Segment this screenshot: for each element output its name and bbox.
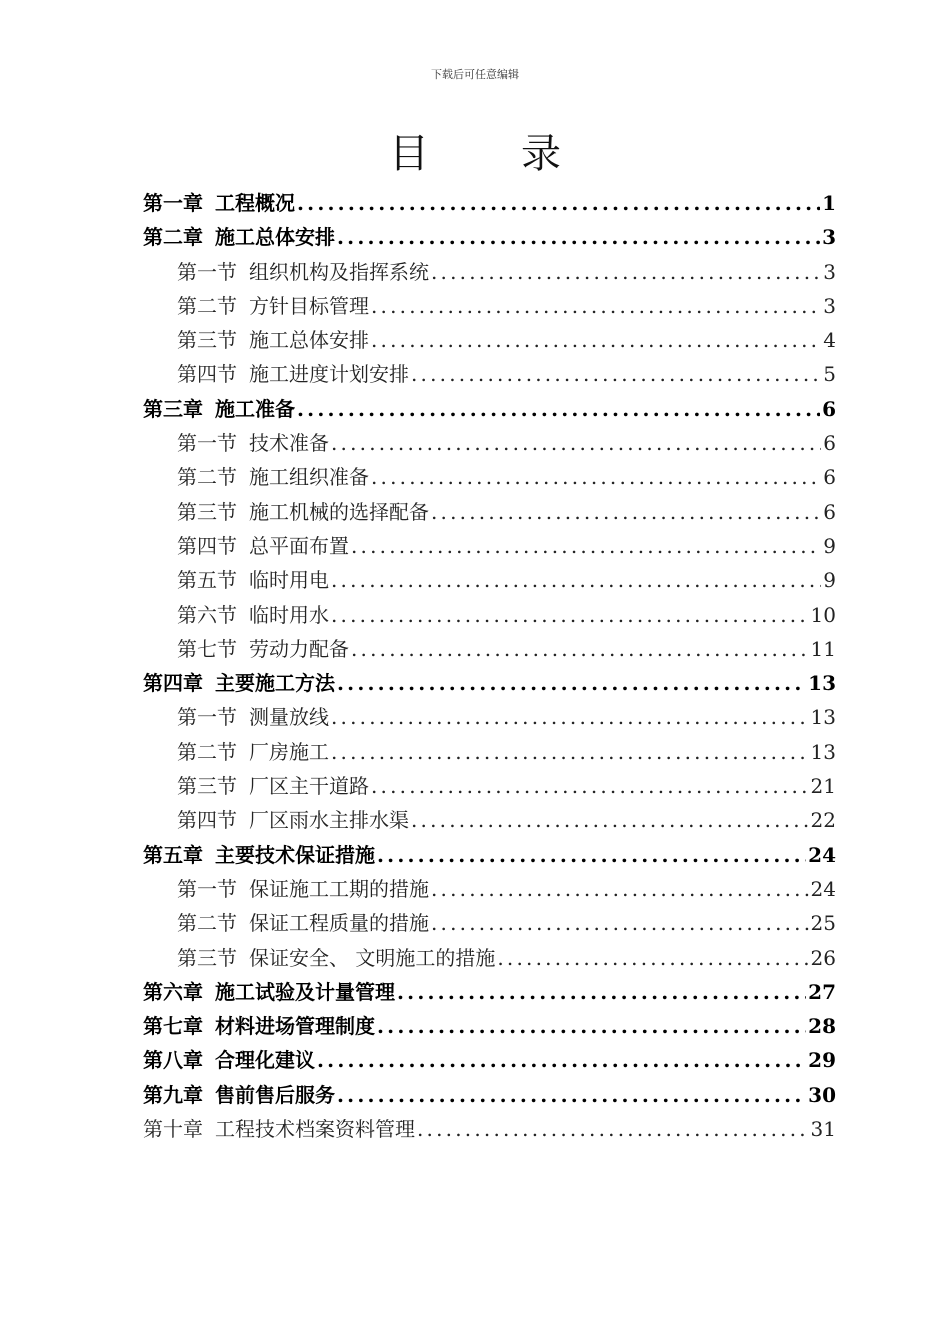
- toc-entry-number: 第三节: [177, 328, 237, 353]
- toc-entry-page-number: 6: [823, 465, 836, 490]
- toc-entry-page-number: 13: [810, 705, 836, 730]
- toc-entry-page-number: 31: [810, 1117, 836, 1142]
- toc-entry-label: [177, 769, 369, 803]
- toc-section-entry[interactable]: [143, 563, 836, 597]
- toc-entry-label: [177, 803, 409, 837]
- toc-entry-page-number: 24: [808, 842, 836, 867]
- toc-section-entry[interactable]: [143, 460, 836, 494]
- toc-entry-number: 第二节: [177, 293, 237, 318]
- toc-chapter-entry[interactable]: [143, 975, 836, 1009]
- toc-entry-number: 第七章: [143, 1014, 203, 1039]
- toc-leader-dots: [317, 1043, 806, 1077]
- toc-entry-label: [143, 392, 295, 426]
- toc-entry-label: [143, 1043, 315, 1077]
- toc-leader-dots: [331, 563, 821, 597]
- toc-section-entry[interactable]: [143, 357, 836, 391]
- toc-entry-title: 售前售后服务: [215, 1082, 335, 1107]
- toc-entry-number: 第五章: [143, 842, 203, 867]
- toc-entry-number: 第三章: [143, 396, 203, 421]
- toc-entry-title: 临时用水: [249, 602, 329, 627]
- toc-entry-page-number: 9: [823, 568, 836, 593]
- toc-leader-dots: [431, 906, 809, 940]
- toc-leader-dots: [377, 1009, 806, 1043]
- toc-entry-page-number: 27: [808, 979, 836, 1004]
- toc-entry-label: [177, 941, 495, 975]
- toc-entry-page-number: 6: [823, 499, 836, 524]
- toc-entry-page-number: 10: [810, 602, 836, 627]
- toc-section-entry[interactable]: [143, 803, 836, 837]
- toc-entry-page-number: 13: [810, 739, 836, 764]
- toc-entry-number: 第一节: [177, 705, 237, 730]
- toc-entry-page-number: 5: [823, 362, 836, 387]
- toc-entry-page-number: 25: [810, 911, 836, 936]
- toc-entry-number: 第三节: [177, 499, 237, 524]
- toc-entry-title: 保证施工工期的措施: [249, 876, 429, 901]
- toc-entry-number: 第十章: [143, 1117, 203, 1142]
- toc-entry-label: [177, 323, 369, 357]
- toc-entry-title: 厂房施工: [249, 739, 329, 764]
- toc-leader-dots: [351, 632, 809, 666]
- toc-entry-page-number: 9: [823, 533, 836, 558]
- toc-entry-page-number: 28: [808, 1014, 836, 1039]
- toc-chapter-entry[interactable]: [143, 838, 836, 872]
- toc-section-entry[interactable]: [143, 323, 836, 357]
- toc-leader-dots: [371, 460, 821, 494]
- toc-entry-title: 保证安全、 文明施工的措施: [249, 945, 496, 970]
- toc-entry-label: [177, 255, 429, 289]
- toc-section-entry[interactable]: [143, 495, 836, 529]
- toc-leader-dots: [331, 598, 809, 632]
- toc-title: [0, 122, 950, 179]
- toc-leader-dots: [371, 323, 821, 357]
- toc-leader-dots: [417, 1112, 809, 1146]
- toc-section-entry[interactable]: [143, 700, 836, 734]
- toc-entry-page-number: 1: [822, 191, 836, 215]
- toc-leader-dots: [297, 392, 820, 426]
- toc-entry-number: 第三节: [177, 774, 237, 799]
- toc-entry-page-number: 3: [823, 293, 836, 318]
- toc-entry-title: 施工准备: [215, 396, 295, 421]
- toc-title-char-2: 录: [521, 131, 561, 177]
- toc-entry-number: 第二节: [177, 739, 237, 764]
- toc-entry-title: 工程概况: [215, 191, 295, 215]
- toc-entry-title: 主要技术保证措施: [215, 842, 375, 867]
- toc-leader-dots: [431, 255, 821, 289]
- toc-entry-number: 第一章: [143, 191, 203, 215]
- toc-entry-label: [177, 700, 329, 734]
- toc-entry-title: 方针目标管理: [249, 293, 369, 318]
- toc-entry-number: 第一节: [177, 876, 237, 901]
- toc-entry-number: 第二节: [177, 911, 237, 936]
- toc-leader-dots: [431, 495, 821, 529]
- toc-entry-number: 第五节: [177, 568, 237, 593]
- toc-entry-label: [143, 1112, 415, 1146]
- toc-entry-label: [177, 598, 329, 632]
- toc-entry-title: 组织机构及指挥系统: [249, 259, 429, 284]
- toc-entry-number: 第四节: [177, 533, 237, 558]
- toc-entry-page-number: 24: [810, 876, 836, 901]
- toc-entry-label: [177, 426, 329, 460]
- table-of-contents: [143, 186, 836, 1146]
- toc-leader-dots: [411, 357, 821, 391]
- toc-leader-dots: [497, 941, 808, 975]
- toc-entry-title: 厂区雨水主排水渠: [249, 808, 409, 833]
- toc-entry-label: [143, 186, 295, 220]
- toc-section-entry[interactable]: [143, 529, 836, 563]
- toc-entry-label: [143, 1078, 335, 1112]
- toc-entry-page-number: 13: [808, 671, 836, 696]
- toc-entry-number: 第六节: [177, 602, 237, 627]
- toc-entry-number: 第二章: [143, 225, 203, 250]
- toc-entry-title: 施工机械的选择配备: [249, 499, 429, 524]
- toc-leader-dots: [371, 289, 821, 323]
- toc-entry-label: [177, 460, 369, 494]
- toc-entry-label: [177, 357, 409, 391]
- toc-entry-title: 施工组织准备: [249, 465, 369, 490]
- toc-section-entry[interactable]: [143, 769, 836, 803]
- toc-entry-number: 第四节: [177, 362, 237, 387]
- toc-section-entry[interactable]: [143, 906, 836, 940]
- toc-section-entry[interactable]: [143, 872, 836, 906]
- toc-entry-label: [177, 906, 429, 940]
- toc-entry-title: 厂区主干道路: [249, 774, 369, 799]
- toc-leader-dots: [337, 220, 820, 254]
- toc-entry-title: 临时用电: [249, 568, 329, 593]
- toc-entry-label: [143, 666, 335, 700]
- toc-chapter-entry[interactable]: [143, 186, 836, 220]
- toc-entry-title: 总平面布置: [249, 533, 349, 558]
- toc-entry-page-number: 6: [822, 396, 836, 421]
- toc-entry-number: 第一节: [177, 431, 237, 456]
- toc-leader-dots: [351, 529, 821, 563]
- toc-entry-number: 第二节: [177, 465, 237, 490]
- toc-entry-page-number: 3: [822, 225, 836, 250]
- toc-entry-page-number: 26: [810, 945, 836, 970]
- toc-entry-label: [177, 495, 429, 529]
- toc-section-entry[interactable]: [143, 735, 836, 769]
- toc-chapter-entry[interactable]: [143, 220, 836, 254]
- toc-entry-label: [143, 220, 335, 254]
- toc-entry-label: [177, 735, 329, 769]
- toc-section-entry[interactable]: [143, 598, 836, 632]
- toc-leader-dots: [397, 975, 806, 1009]
- page-header: 下载后可任意编辑: [431, 68, 519, 81]
- toc-leader-dots: [431, 872, 809, 906]
- toc-entry-title: 施工总体安排: [249, 328, 369, 353]
- toc-entry-number: 第四章: [143, 671, 203, 696]
- toc-title-char-1: 目: [389, 131, 429, 177]
- toc-entry-number: 第九章: [143, 1082, 203, 1107]
- toc-leader-dots: [377, 838, 806, 872]
- toc-entry-label: [143, 838, 375, 872]
- toc-entry-label: [177, 289, 369, 323]
- toc-chapter-entry[interactable]: [143, 666, 836, 700]
- toc-entry-title: 施工试验及计量管理: [215, 979, 395, 1004]
- toc-leader-dots: [411, 803, 809, 837]
- toc-leader-dots: [337, 1078, 806, 1112]
- toc-entry-title: 施工总体安排: [215, 225, 335, 250]
- toc-entry-number: 第七节: [177, 636, 237, 661]
- toc-entry-number: 第一节: [177, 259, 237, 284]
- toc-entry-title: 测量放线: [249, 705, 329, 730]
- toc-chapter-entry[interactable]: [143, 1112, 836, 1146]
- toc-section-entry[interactable]: [143, 426, 836, 460]
- toc-leader-dots: [297, 186, 820, 220]
- toc-leader-dots: [331, 426, 821, 460]
- toc-entry-page-number: 4: [823, 328, 836, 353]
- toc-entry-page-number: 29: [808, 1048, 836, 1073]
- toc-leader-dots: [337, 666, 806, 700]
- toc-entry-page-number: 21: [810, 774, 836, 799]
- toc-entry-page-number: 6: [823, 431, 836, 456]
- toc-entry-page-number: 11: [810, 636, 836, 661]
- toc-entry-label: [177, 529, 349, 563]
- toc-entry-label: [143, 975, 395, 1009]
- toc-entry-label: [177, 563, 329, 597]
- toc-entry-title: 合理化建议: [215, 1048, 315, 1073]
- toc-section-entry[interactable]: [143, 289, 836, 323]
- toc-entry-number: 第八章: [143, 1048, 203, 1073]
- toc-entry-label: [143, 1009, 375, 1043]
- toc-section-entry[interactable]: [143, 255, 836, 289]
- toc-leader-dots: [331, 735, 809, 769]
- toc-entry-page-number: 3: [823, 259, 836, 284]
- toc-entry-title: 保证工程质量的措施: [249, 911, 429, 936]
- toc-entry-label: [177, 632, 349, 666]
- toc-entry-title: 施工进度计划安排: [249, 362, 409, 387]
- toc-leader-dots: [371, 769, 809, 803]
- toc-entry-title: 技术准备: [249, 431, 329, 456]
- toc-entry-title: 劳动力配备: [249, 636, 349, 661]
- toc-entry-title: 材料进场管理制度: [215, 1014, 375, 1039]
- toc-entry-number: 第三节: [177, 945, 237, 970]
- toc-chapter-entry[interactable]: [143, 392, 836, 426]
- toc-section-entry[interactable]: [143, 632, 836, 666]
- toc-entry-label: [177, 872, 429, 906]
- toc-entry-page-number: 30: [808, 1082, 836, 1107]
- toc-entry-title: 工程技术档案资料管理: [215, 1117, 415, 1142]
- toc-entry-number: 第六章: [143, 979, 203, 1004]
- toc-chapter-entry[interactable]: [143, 1043, 836, 1077]
- toc-chapter-entry[interactable]: [143, 1078, 836, 1112]
- toc-entry-number: 第四节: [177, 808, 237, 833]
- toc-section-entry[interactable]: [143, 941, 836, 975]
- toc-entry-page-number: 22: [810, 808, 836, 833]
- toc-leader-dots: [331, 700, 809, 734]
- toc-chapter-entry[interactable]: [143, 1009, 836, 1043]
- toc-entry-title: 主要施工方法: [215, 671, 335, 696]
